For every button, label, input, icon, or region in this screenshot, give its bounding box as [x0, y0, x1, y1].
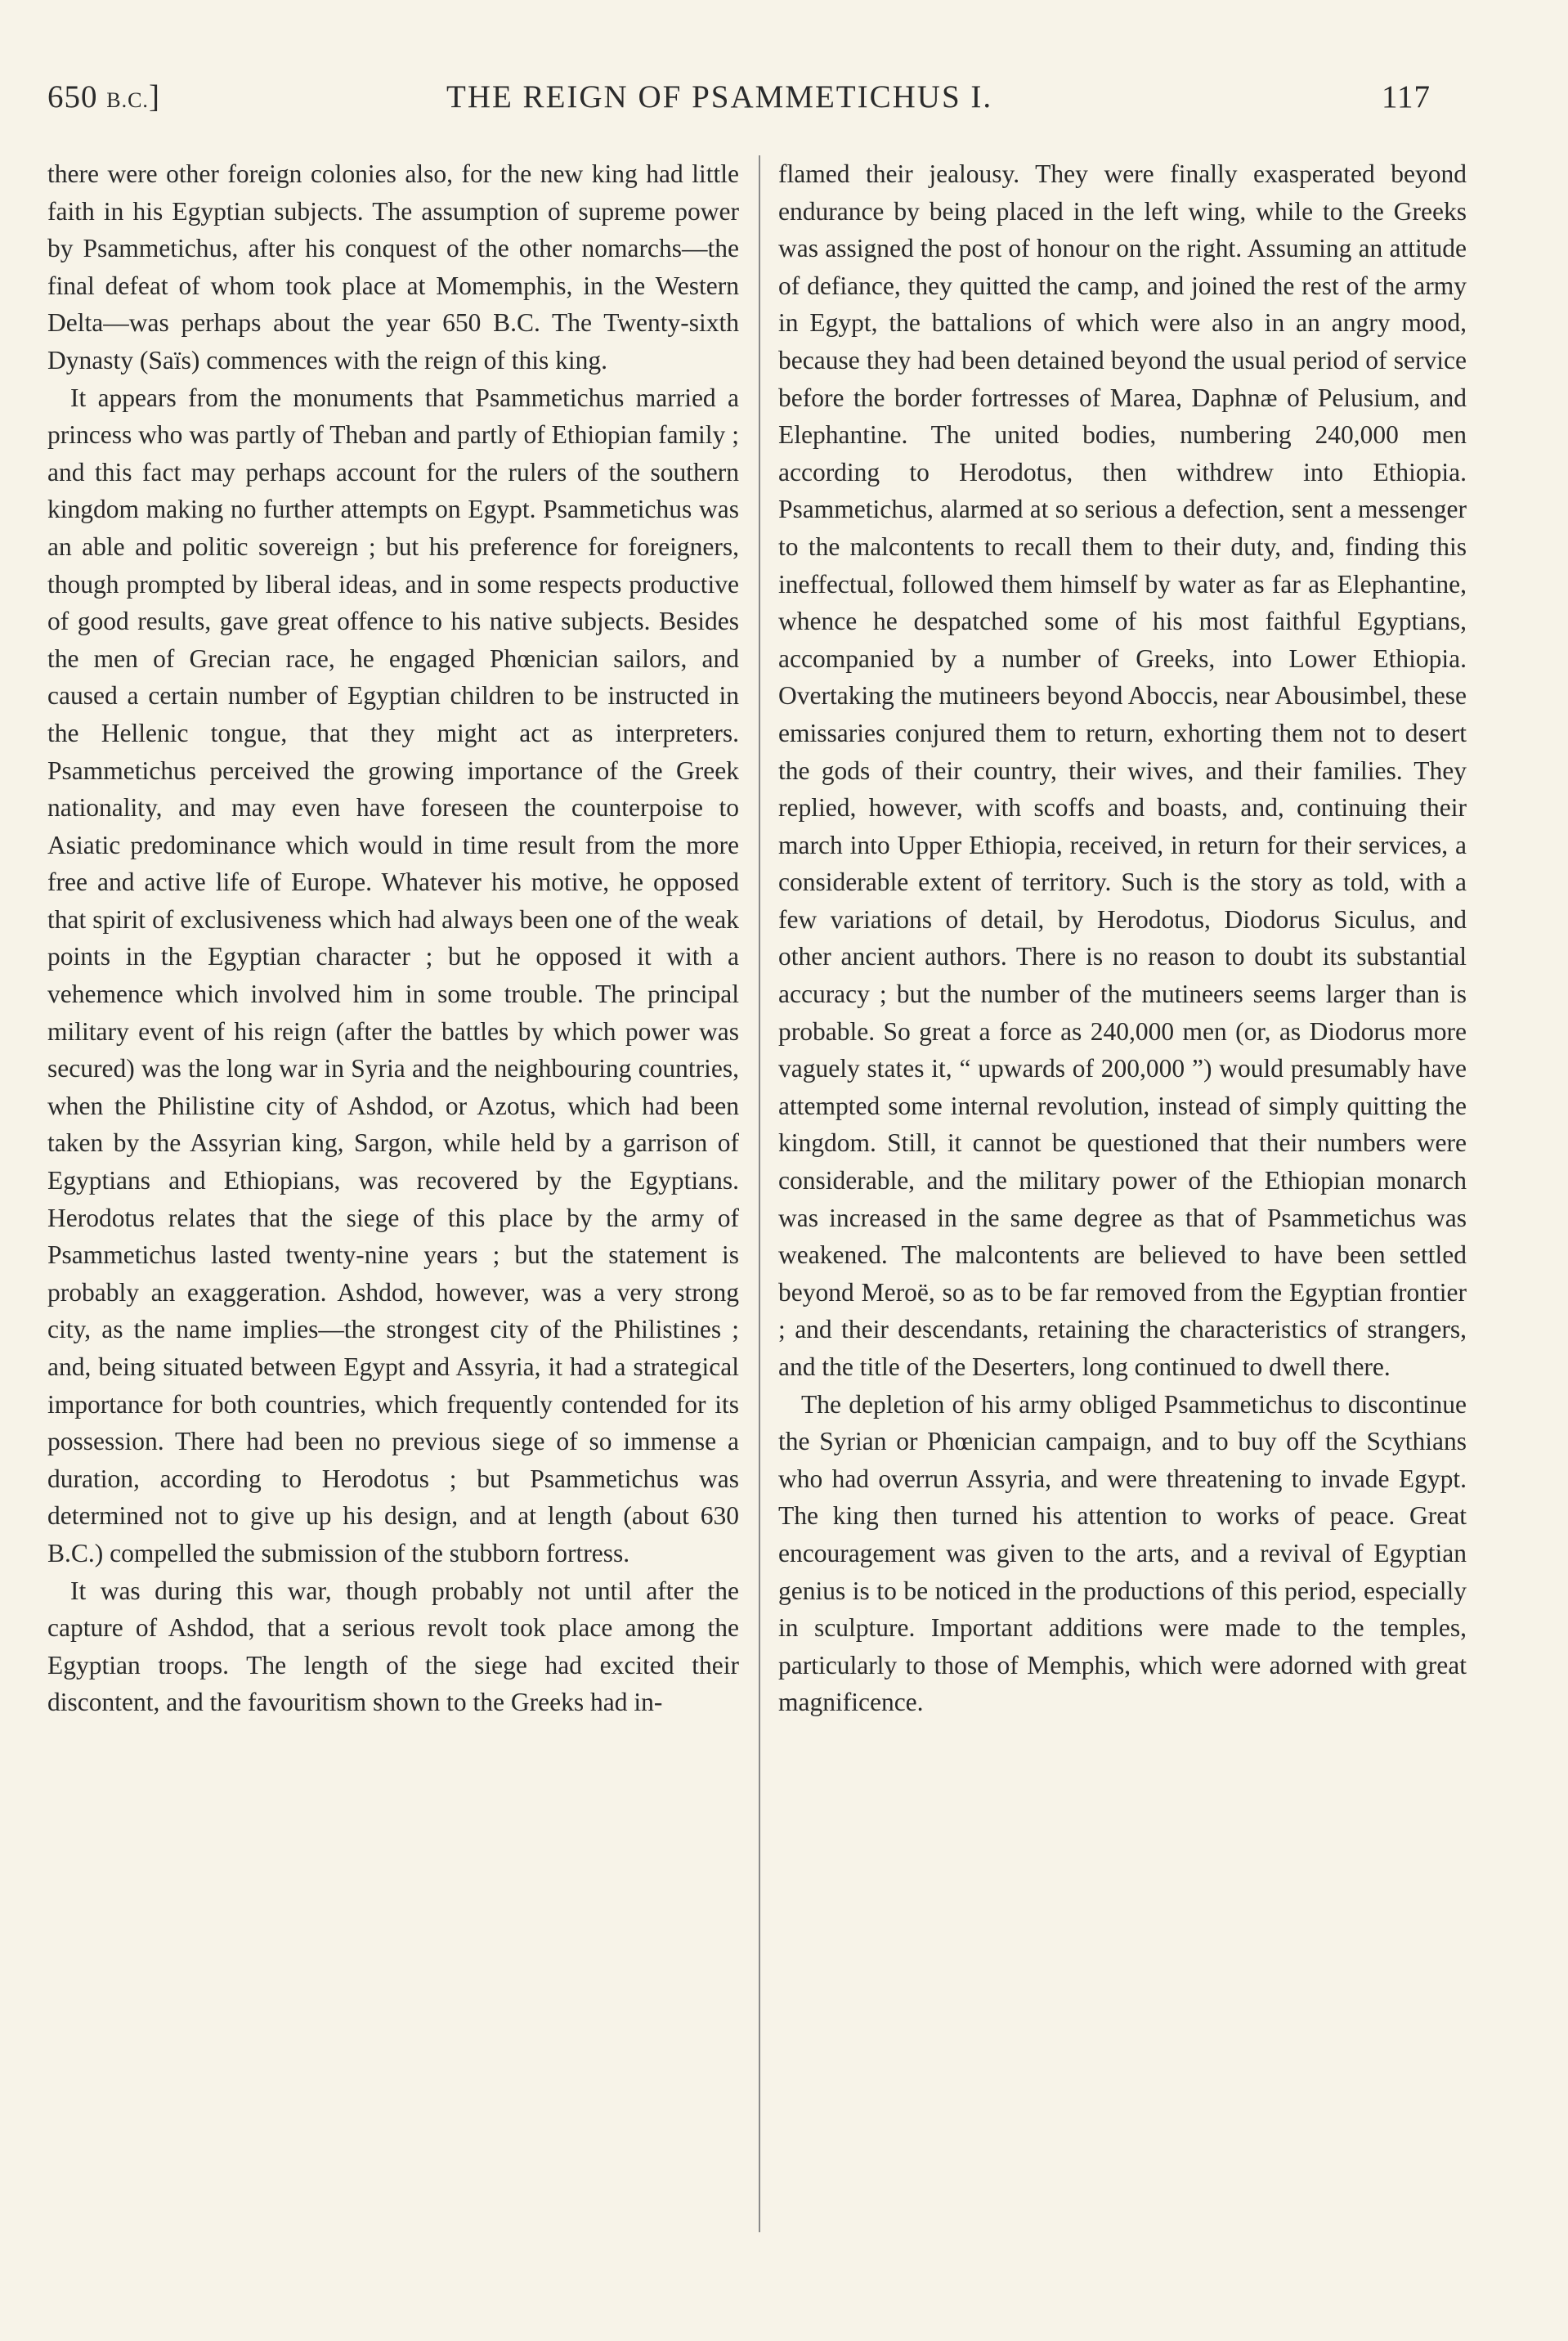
left-paragraph-2: It appears from the monuments that Psammetichus married a princess who was partly of Theban and partly of Ethiopian family ; and this fact may perhaps account for the rulers of the southern kingdom making no further attempts on Egypt. Psammetichus was an able and politic sovereign ; but his preference for foreigners, though prompted by liberal ideas, and in some respects productive of good results, gave great offence to his native subjects. Besides the men of Grecian race, he engaged Phœnician sailors, and caused a certain number of Egyptian children to be instructed in the Hellenic tongue, that they might act as interpreters. Psammetichus perceived the growing importance of the Greek nationality, and may even have foreseen the counterpoise to Asiatic predominance which would in time result from the more free and active life of Europe. Whatever his motive, he opposed that spirit of exclusiveness which had always been one of the weak points in the Egyptian character ; but he opposed it with a vehemence which involved him in some trouble. The principal military event of his reign (after the battles by which power was secured) was the long war in Syria and the neighbouring countries, when the Philistine city of Ashdod, or Azotus, which had been taken by the Assyrian king, Sargon, while held by a garrison of Egyptians and Ethiopians, was recovered by the Egyptians. Herodotus relates that the siege of this place by the army of Psammetichus lasted twenty-nine years ; but the statement is probably an exaggeration. Ashdod, however, was a very strong city, as the name implies—the strongest city of the Philistines ; and, being situated between Egypt and Assyria, it had a strategical importance for both countries, which frequently contended for its possession. There had been no previous siege of so immense a duration, according to Herodotus ; but Psammetichus was determined not to give up his design, and at length (about 630 B.C.) compelled the submission of the stubborn fortress. — [47, 383, 739, 1567]
header-bracket: ] — [148, 79, 160, 114]
right-paragraph-2: The depletion of his army obliged Psammetichus to discontinue the Syrian or Phœnician campaign, and to buy off the Scythians who had overrun Assyria, and were threatening to invade Egypt. The king then turned his attention to works of peace. Great encouragement was given to the arts, and a revival of Egyptian genius is to be noticed in the productions of this period, especially in sculpture. Important additions were made to the temples, particularly to those of Memphis, which were adorned with great magnificence. — [778, 1389, 1467, 1717]
page-title: THE REIGN OF PSAMMETICHUS I. — [446, 79, 993, 114]
column-divider — [759, 155, 760, 2232]
header-date — [47, 78, 160, 115]
right-paragraph-1: flamed their jealousy. They were finally exasperated beyond endurance by being placed in the left wing, while to the Greeks was assigned the post of honour on the right. Assuming an attitude of defiance, they quitted the camp, and joined the rest of the army in Egypt, the battalions of which were also in an angry mood, because they had been detained beyond the usual period of service before the border fortresses of Marea, Daphnæ of Pelusium, and Elephantine. The united bodies, numbering 240,000 men according to Herodotus, then withdrew into Ethiopia. Psammetichus, alarmed at so serious a defection, sent a messenger to the malcontents to recall them to their duty, and, finding this ineffectual, followed them himself by water as far as Elephantine, whence he despatched some of his most faithful Egyptians, accompanied by a number of Greeks, into Lower Ethiopia. Overtaking the mutineers beyond Aboccis, near Abousimbel, these emissaries conjured them to return, exhorting them not to desert the gods of their country, their wives, and their families. They replied, however, with scoffs and boasts, and, continuing their march into Upper Ethiopia, received, in return for their services, a considerable extent of territory. Such is the story as told, with a few variations of detail, by Herodotus, Diodorus Siculus, and other ancient authors. There is no reason to doubt its substantial accuracy ; but the number of the mutineers seems larger than is probable. So great a force as 240,000 men (or, as Diodorus more vaguely states it, “ upwards of 200,000 ”) would presumably have attempted some internal revolution, instead of simply quitting the kingdom. Still, it cannot be questioned that their numbers were considerable, and the military power of the Ethiopian monarch was increased in the same degree as that of Psammetichus was weakened. The malcontents are believed to have been settled beyond Meroë, so as to be far removed from the Egyptian frontier ; and their descendants, retaining the characteristics of strangers, and the title of the Deserters, long continued to dwell there. — [778, 159, 1467, 1381]
running-header — [47, 78, 1437, 128]
header-era: B.C. — [106, 88, 149, 112]
right-column — [778, 155, 1467, 1721]
page-number: 117 — [1382, 79, 1431, 114]
header-year: 650 — [47, 79, 98, 114]
left-paragraph-3: It was during this war, though probably not until after the capture of Ashdod, that a serious revolt took place among the Egyptian troops. The length of the siege had excited their discontent, and the favouritism shown to the Greeks had in- — [47, 1576, 739, 1717]
left-paragraph-1: there were other foreign colonies also, for the new king had little faith in his Egyptian subjects. The assumption of supreme power by Psammetichus, after his conquest of the other nomarchs—the final defeat of whom took place at Momemphis, in the Western Delta—was perhaps about the year 650 B.C. The Twenty-sixth Dynasty (Saïs) commences with the reign of this king. — [47, 159, 739, 374]
left-column — [47, 155, 739, 1721]
